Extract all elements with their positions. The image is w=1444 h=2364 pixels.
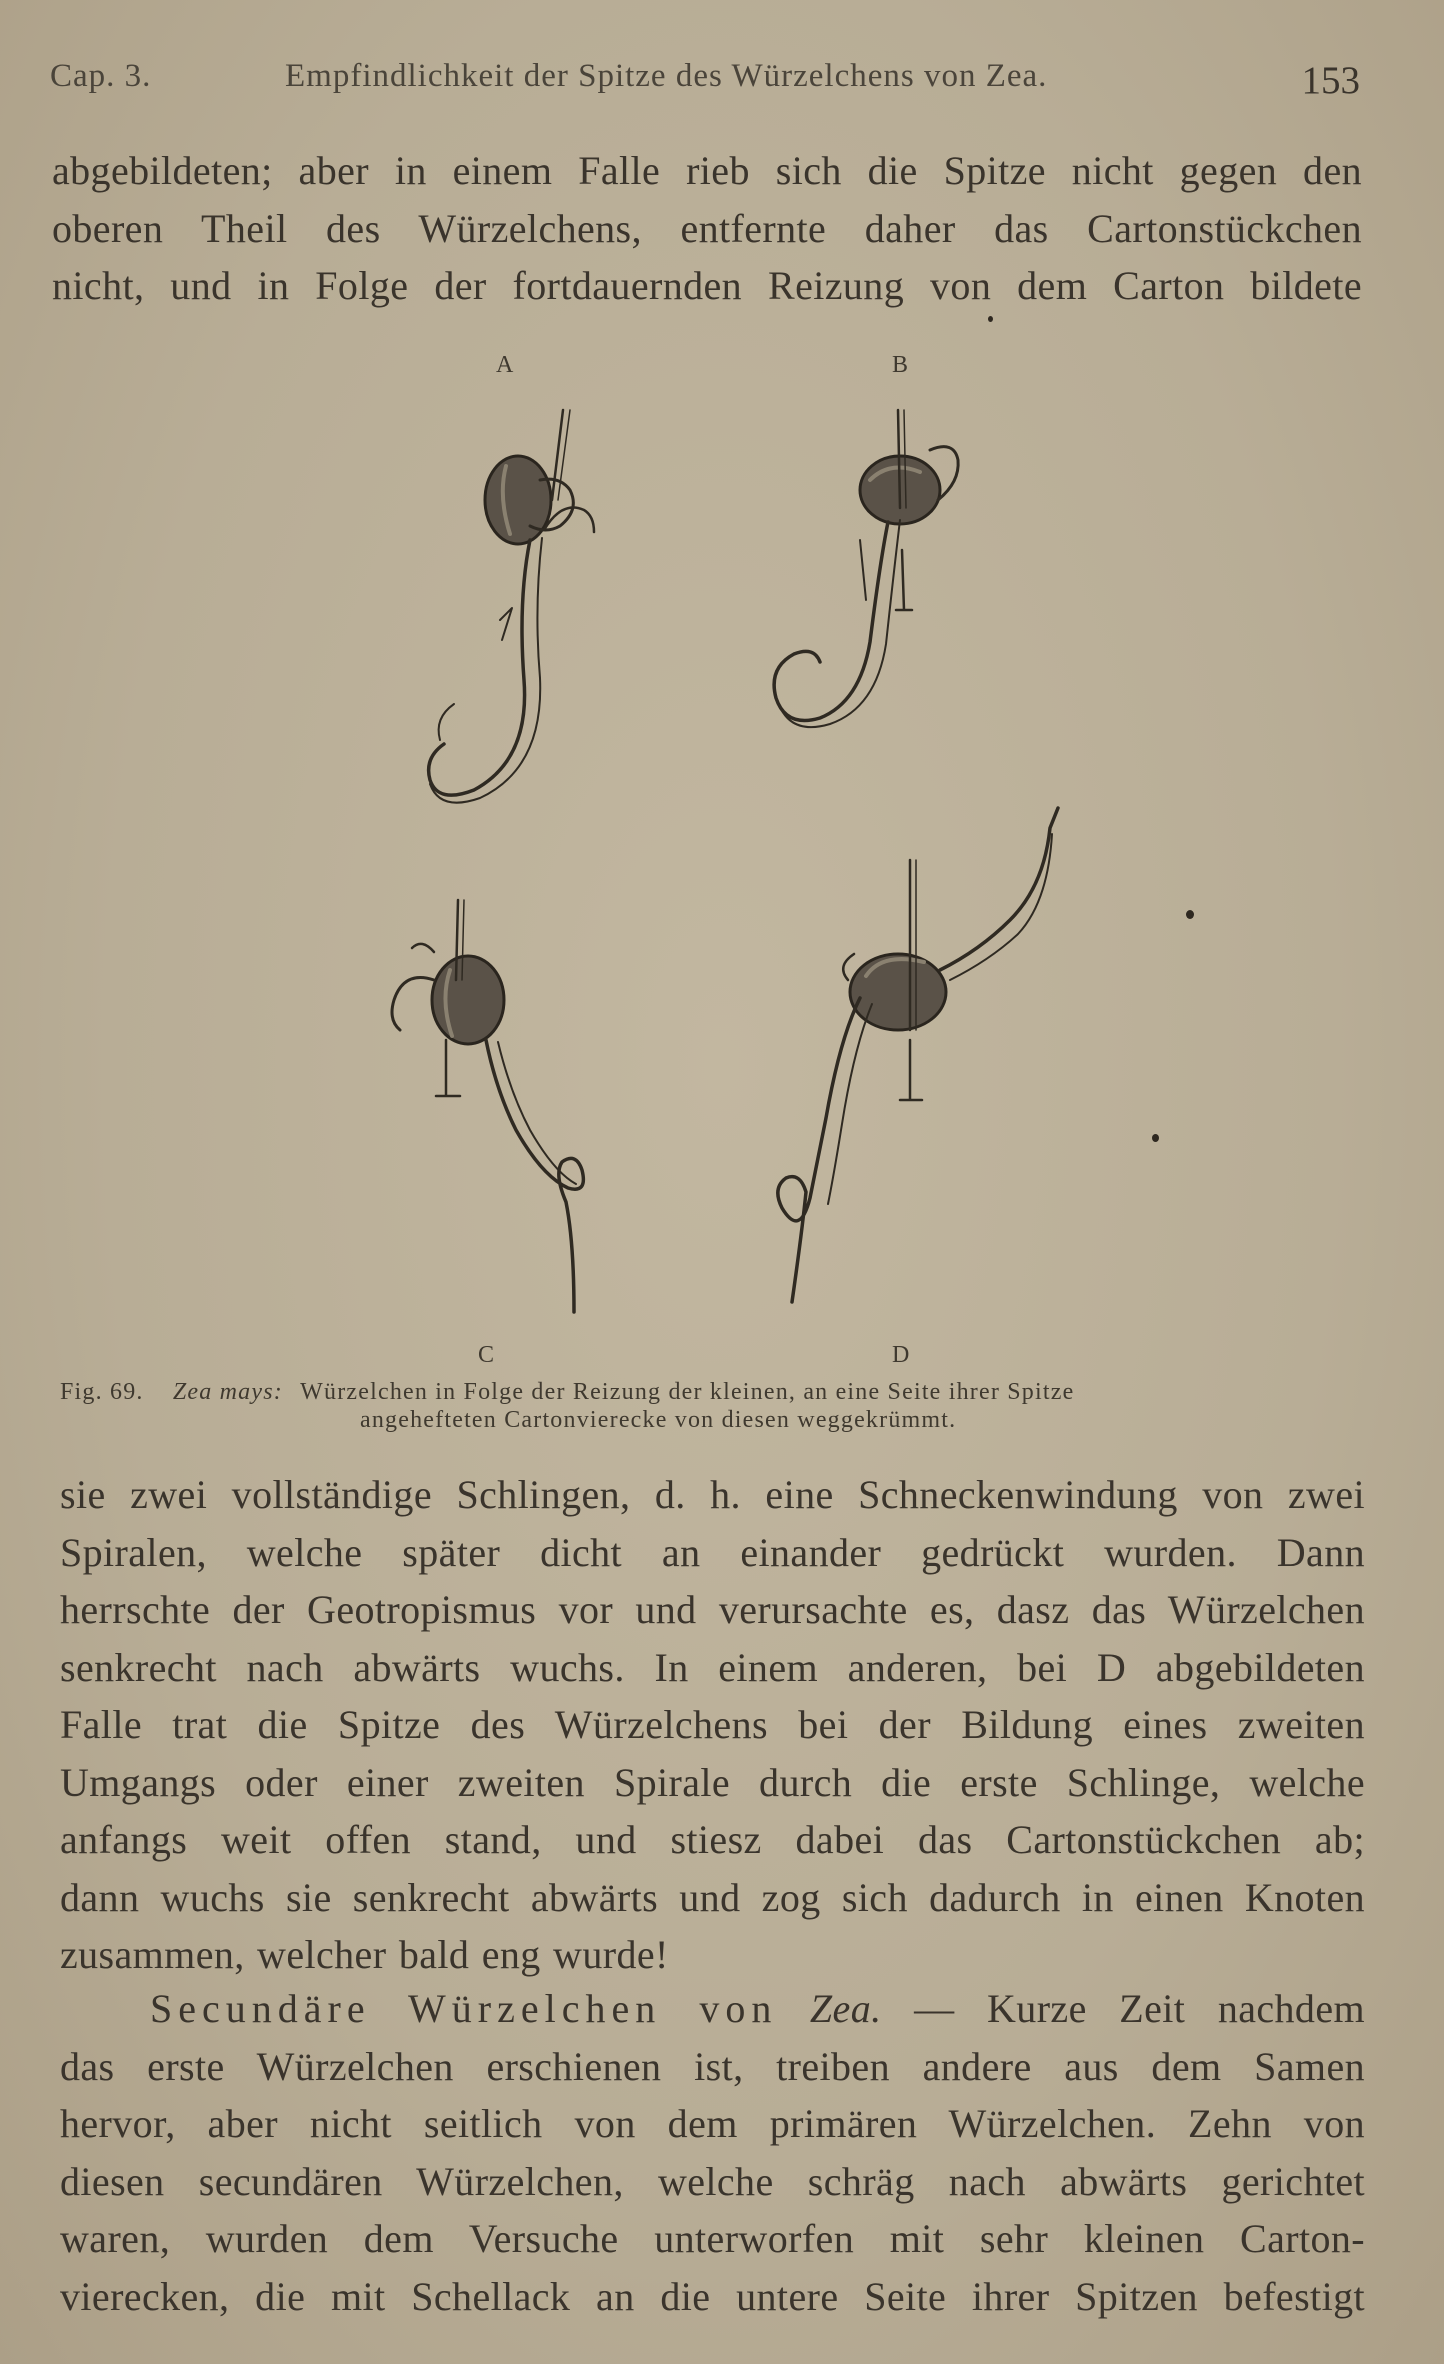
text-line: zusammen, welcher bald eng wurde! [60,1932,669,1977]
ink-speck [988,316,993,322]
chapter-label: Cap. 3. [50,58,152,94]
text-line: Umgangs oder einer zweiten Spirale durch die erste Schlinge, welche [60,1759,1365,1805]
section-heading: Secundäre Würzelchen von [150,1986,778,2031]
text-line: anfangs weit offen stand, und stiesz dabei das Cartonstückchen ab; [60,1817,1365,1862]
radicle-drawings [300,340,1160,1340]
text-line: vierecken, die mit Schellack an die untere Seite ihrer Spitzen befestigt [60,2273,1365,2319]
text-line: waren, wurden dem Versuche unterworfen mit sehr kleinen Carton- [60,2216,1365,2261]
text-line: oberen Theil des Würzelchens, entfernte daher das Cartonstückchen [52,205,1362,251]
text-line: sie zwei vollständige Schlingen, d. h. eine Schneckenwindung von zwei [60,1472,1365,1517]
page-number: 153 [1301,59,1360,102]
text-line: senkrecht nach abwärts wuchs. In einem anderen, bei D abgebildeten [60,1644,1365,1690]
figure-label-d: D [892,1342,910,1368]
ink-speck [1152,1134,1159,1142]
figure-label-b: B [892,352,909,378]
paragraph-middle [60,1466,1365,1984]
text-line: diesen secundären Würzelchen, welche schräg nach abwärts gerichtet [60,2158,1365,2204]
ink-speck [1186,910,1194,919]
caption-line-1 [60,1378,1370,1406]
text-line: nicht, und in Folge der fortdauernden Reizung von dem Carton bildete [52,263,1362,308]
text-line: abgebildeten; aber in einem Falle rieb sich die Spitze nicht gegen den [52,148,1362,193]
text-line: dann wuchs sie senkrecht abwärts und zog sich dadurch in einen Knoten [60,1874,1365,1920]
figure-label-a: A [496,352,514,378]
figure-69 [300,340,1160,1370]
caption-fig-number: Fig. 69. [60,1379,144,1405]
running-header [50,58,1360,108]
caption-text-1: Würzelchen in Folge der Reizung der kleinen, an eine Seite ihrer Spitze [300,1379,1075,1405]
figure-label-c: C [478,1342,495,1368]
paragraph-bottom [60,1980,1365,2325]
text-line: hervor, aber nicht seitlich von dem primären Würzelchen. Zehn von [60,2101,1365,2146]
running-title: Empfindlichkeit der Spitze des Würzelchens von Zea. [285,58,1048,94]
caption-text-2: angehefteten Cartonvierecke von diesen weggekrümmt. [360,1407,957,1433]
section-heading-genus: Zea. [809,1986,882,2031]
text-line: Falle trat die Spitze des Würzelchens bei der Bildung eines zweiten [60,1702,1365,1747]
drawing-b-radicle [774,410,958,727]
drawing-d-radicle [778,808,1058,1302]
text-line: Spiralen, welche später dicht an einander gedrückt wurden. Dann [60,1529,1365,1575]
drawing-c-radicle [392,900,583,1312]
figure-caption [60,1378,1370,1434]
drawing-a-radicle [429,410,594,803]
text-line: das erste Würzelchen erschienen ist, treiben andere aus dem Samen [60,2043,1365,2089]
section-heading-line [60,1980,1365,2038]
paragraph-top [52,142,1362,315]
text-fragment: — Kurze Zeit nachdem [914,1986,1365,2031]
text-line: herrschte der Geotropismus vor und verursachte es, dasz das Würzelchen [60,1587,1365,1632]
caption-species: Zea mays: [172,1379,283,1405]
